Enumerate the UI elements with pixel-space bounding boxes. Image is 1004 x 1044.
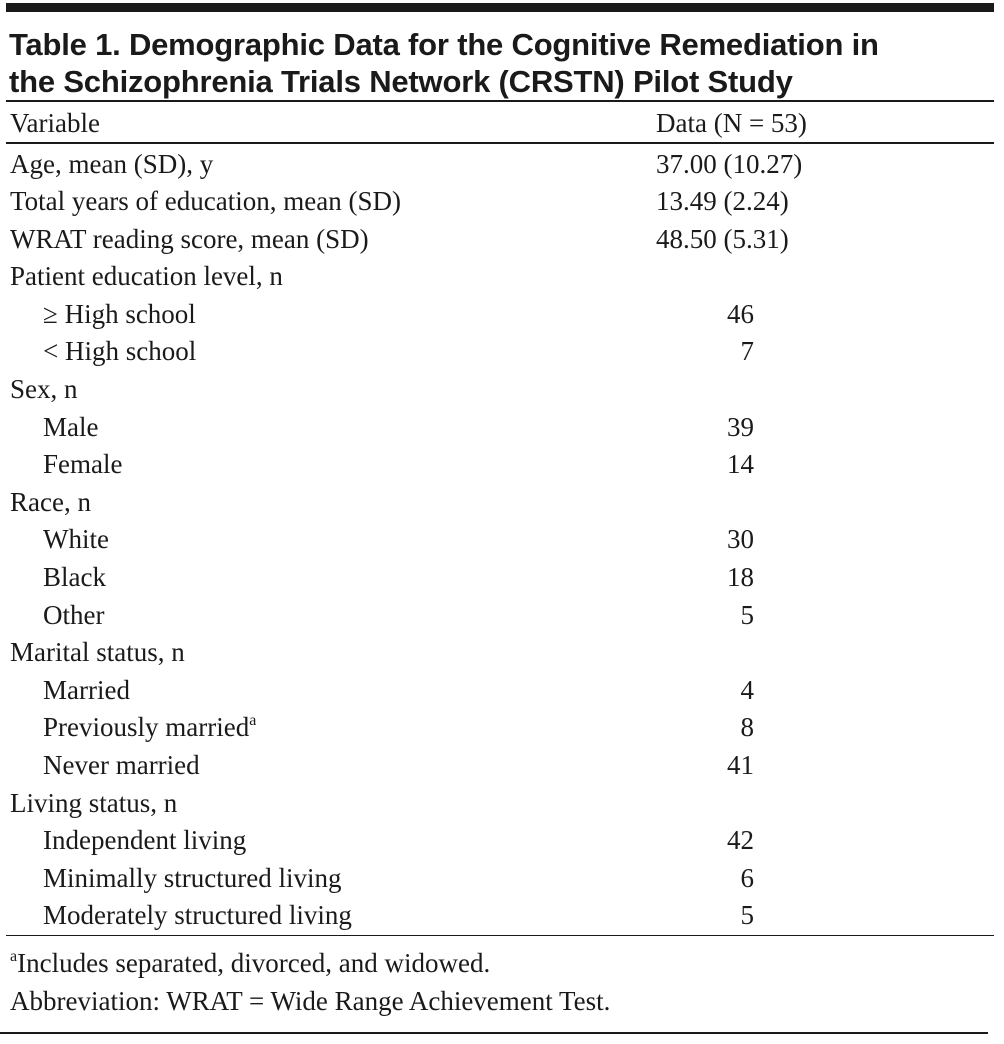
row-value: 48.50 (5.31): [656, 223, 789, 254]
table-row: [6, 521, 994, 559]
footnote-a-marker: a: [10, 948, 18, 966]
row-label: Female: [43, 449, 123, 480]
row-value: 46: [727, 298, 754, 329]
title-line-2: the Schizophrenia Trials Network (CRSTN) Pilot Study: [9, 64, 793, 99]
section-label: Sex, n: [10, 374, 78, 405]
row-value: 7: [740, 336, 754, 367]
table-header-row: [6, 102, 994, 142]
section-label: Patient education level, n: [10, 261, 283, 292]
row-label: Married: [43, 674, 130, 705]
row-value: 5: [740, 900, 754, 931]
row-label: Minimally structured living: [43, 862, 342, 893]
table-row: [6, 296, 994, 334]
row-value: 39: [727, 411, 754, 442]
table-title: [6, 12, 994, 100]
table-section-row: [6, 785, 994, 823]
row-label: < High school: [43, 336, 197, 367]
row-value: 13.49 (2.24): [656, 186, 789, 217]
table-row: [6, 559, 994, 597]
row-value: 6: [740, 862, 754, 893]
row-value: 30: [727, 524, 754, 555]
row-value: 37.00 (10.27): [656, 148, 803, 179]
row-value: 42: [727, 825, 754, 856]
row-label-with-footnote: [43, 709, 256, 747]
row-value: 4: [740, 674, 754, 705]
table-row: [6, 672, 994, 710]
section-label: Marital status, n: [10, 637, 185, 668]
table-row: [6, 822, 994, 860]
row-label: WRAT reading score, mean (SD): [10, 223, 369, 254]
row-label: ≥ High school: [43, 298, 196, 329]
row-label: Independent living: [43, 825, 247, 856]
header-data: Data (N = 53): [656, 108, 807, 138]
row-label: Black: [43, 562, 106, 593]
header-variable: Variable: [10, 108, 100, 138]
section-label: Living status, n: [10, 787, 178, 818]
row-value: 5: [740, 599, 754, 630]
table-row: [6, 183, 994, 221]
table-row: [6, 146, 994, 184]
footnote-abbreviation: Abbreviation: WRAT = Wide Range Achievement Test.: [10, 986, 611, 1017]
title-line-1: Table 1. Demographic Data for the Cognitive Remediation in: [9, 27, 879, 62]
footnote-marker: a: [249, 712, 257, 730]
table-figure: [6, 0, 994, 1020]
table-section-row: [6, 371, 994, 409]
footnote-a-text: Includes separated, divorced, and widowed.: [17, 948, 491, 979]
table-row: [6, 221, 994, 259]
table-section-row: [6, 258, 994, 296]
table-row: [6, 409, 994, 447]
table-row: [6, 333, 994, 371]
row-value: 8: [740, 712, 754, 743]
row-label: Previously married: [43, 712, 250, 743]
row-label: Age, mean (SD), y: [10, 148, 214, 179]
table-section-row: [6, 634, 994, 672]
table-row: [6, 747, 994, 785]
row-label: Moderately structured living: [43, 900, 352, 931]
section-label: Race, n: [10, 486, 91, 517]
table-row: [6, 897, 994, 935]
table-row: [6, 597, 994, 635]
row-label: Other: [43, 599, 105, 630]
row-label: White: [43, 524, 109, 555]
table-row: [6, 446, 994, 484]
row-value: 14: [727, 449, 754, 480]
row-value: 18: [727, 562, 754, 593]
table-footnotes: [6, 936, 994, 1020]
row-label: Male: [43, 411, 99, 442]
row-label: Total years of education, mean (SD): [10, 186, 401, 217]
footnote-a: [10, 944, 994, 982]
bottom-rule: [0, 1032, 988, 1034]
row-value: 41: [727, 750, 754, 780]
data-table: [6, 102, 994, 935]
table-row: [6, 860, 994, 898]
table-section-row: [6, 484, 994, 522]
top-rule: [6, 3, 994, 12]
row-label: Never married: [43, 750, 200, 780]
table-row: [6, 709, 994, 747]
